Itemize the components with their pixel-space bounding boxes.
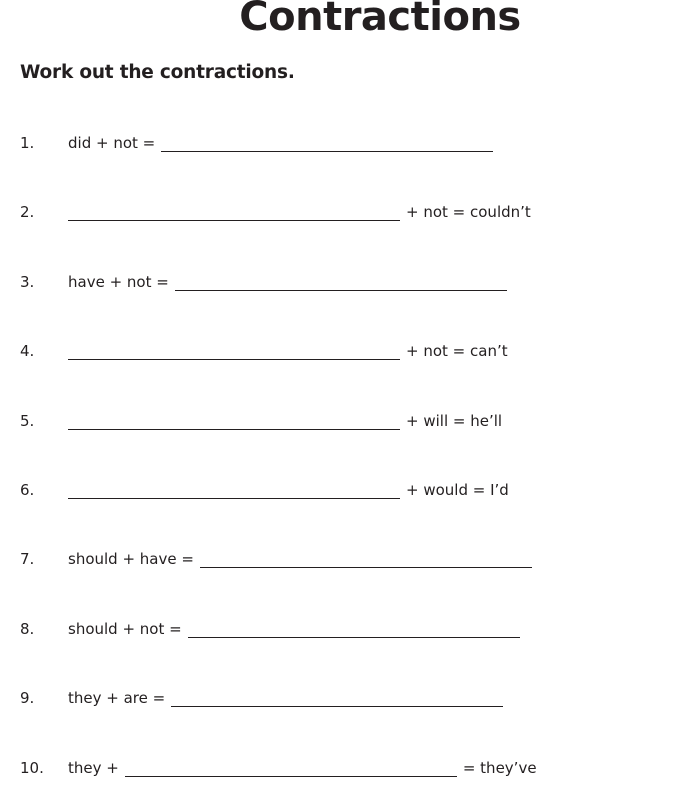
question-number: 9. (20, 689, 35, 708)
question-content (68, 203, 531, 221)
question-prompt-before: should + have = (68, 550, 194, 569)
question-row (0, 759, 677, 783)
answer-blank[interactable] (175, 274, 507, 291)
question-number: 8. (20, 619, 35, 638)
question-number: 7. (20, 550, 35, 569)
question-prompt-before: did + not = (68, 134, 156, 152)
question-content (68, 273, 513, 291)
answer-blank[interactable] (125, 760, 457, 777)
answer-blank[interactable] (68, 343, 400, 360)
instruction-text: Work out the contractions. (20, 62, 295, 83)
question-row (0, 550, 677, 574)
question-number: 10. (20, 758, 44, 777)
question-row (0, 481, 677, 505)
question-content (68, 759, 537, 777)
question-number: 5. (20, 411, 35, 430)
answer-blank[interactable] (68, 482, 400, 499)
answer-blank[interactable] (188, 621, 520, 638)
question-content (68, 689, 509, 707)
question-row (0, 203, 677, 227)
question-row (0, 273, 677, 297)
question-prompt-before: they + (68, 758, 119, 777)
question-content (68, 481, 509, 499)
question-prompt-after: + not = couldn’t (406, 203, 531, 222)
question-row (0, 342, 677, 366)
answer-blank[interactable] (68, 204, 400, 221)
answer-blank[interactable] (200, 551, 532, 568)
question-number: 6. (20, 481, 35, 499)
question-content (68, 342, 508, 360)
question-row (0, 689, 677, 713)
answer-blank[interactable] (171, 690, 503, 707)
question-prompt-after: + not = can’t (406, 342, 508, 361)
question-prompt-after: + will = he’ll (406, 411, 503, 430)
worksheet-title: Contractions (239, 0, 521, 40)
question-content (68, 550, 538, 568)
answer-blank[interactable] (161, 135, 493, 152)
question-row (0, 620, 677, 644)
question-content (68, 134, 499, 152)
question-prompt-before: they + are = (68, 689, 166, 708)
question-prompt-before: should + not = (68, 619, 182, 638)
question-prompt-after: = they’ve (462, 758, 537, 777)
question-content (68, 620, 526, 638)
question-number: 1. (20, 134, 35, 152)
question-number: 3. (20, 272, 35, 291)
question-prompt-before: have + not = (68, 272, 169, 291)
answer-blank[interactable] (68, 413, 400, 430)
question-row (0, 134, 677, 158)
question-row (0, 412, 677, 436)
question-number: 2. (20, 203, 35, 222)
question-number: 4. (20, 342, 35, 361)
question-content (68, 412, 502, 430)
question-prompt-after: + would = I’d (406, 481, 509, 499)
